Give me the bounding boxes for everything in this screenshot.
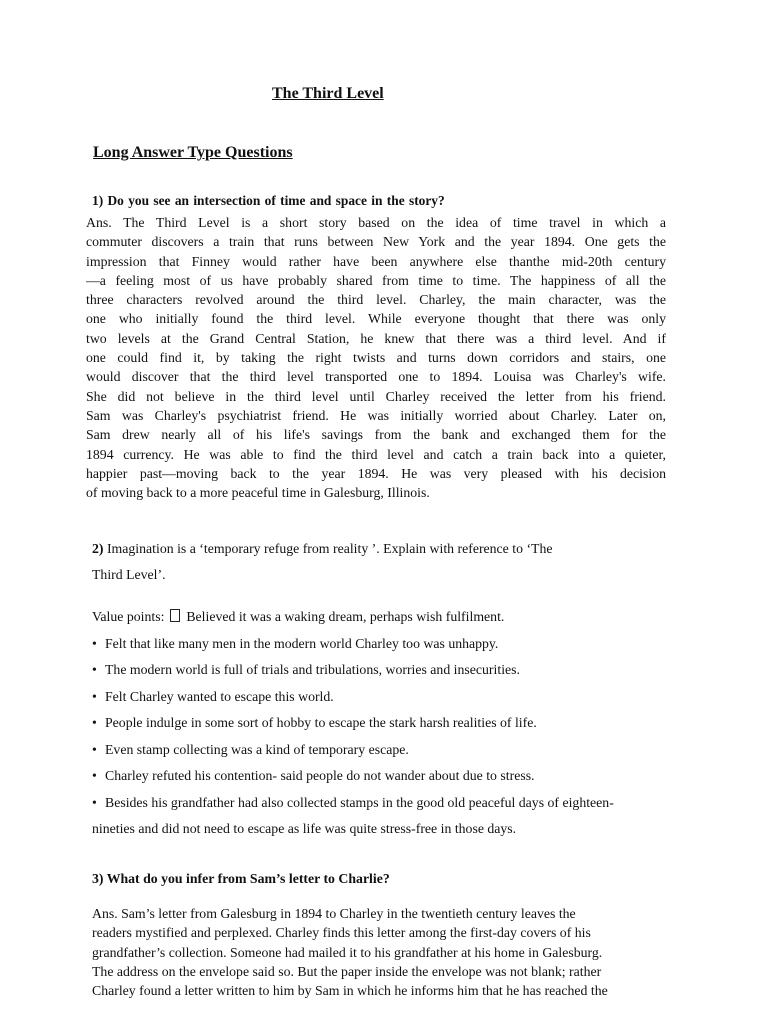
list-item — [92, 737, 692, 764]
list-item — [92, 657, 692, 684]
question-2-text: Imagination is a ‘temporary refuge from reality ’. Explain with reference to ‘The — [106, 541, 553, 556]
answer-3-line: readers mystified and perplexed. Charley finds this letter among the first-day covers of his — [92, 925, 591, 941]
answer-1-line: Sam was Charley's psychiatrist friend. He was initially worried about Charley. Later on, — [86, 407, 666, 423]
section-heading: Long Answer Type Questions — [93, 144, 293, 161]
answer-1-line: of moving back to a more peaceful time in Galesburg, Illinois. — [86, 485, 430, 501]
question-2 — [92, 536, 652, 588]
answer-1-line: three characters revolved around the third level. Charley, the main character, was the — [86, 292, 666, 308]
value-point-text: Felt that like many men in the modern world Charley too was unhappy. — [105, 635, 499, 651]
answer-1-line: 1894 currency. He was able to find the third level and catch a train back into a quieter, — [86, 446, 666, 462]
question-2-text-continued: Third Level’. — [92, 567, 166, 582]
answer-3-line: grandfather’s collection. Someone had mailed it to his grandfather at his home in Galesburg. — [92, 944, 603, 960]
answer-1-line: would discover that the third level transported one to 1894. Louisa was Charley's wife. — [86, 369, 666, 385]
answer-1-line: commuter discovers a train that runs between New York and the year 1894. One gets the — [86, 234, 666, 250]
value-point-text: Charley refuted his contention- said people do not wander about due to stress. — [105, 768, 535, 783]
list-item — [92, 763, 692, 790]
list-item — [92, 710, 692, 737]
bullet-icon: • — [92, 768, 97, 783]
answer-1 — [86, 213, 666, 502]
missing-glyph-icon — [170, 609, 180, 622]
list-item — [92, 684, 692, 711]
list-item — [92, 790, 692, 817]
bullet-icon: • — [92, 635, 97, 651]
value-points-list — [92, 604, 692, 843]
value-point-text: People indulge in some sort of hobby to escape the stark harsh realities of life. — [105, 715, 537, 730]
question-3: 3) What do you infer from Sam’s letter to Charlie? — [92, 871, 390, 886]
answer-3-line: Charley found a letter written to him by Sam in which he informs him that he has reached the — [92, 983, 608, 999]
value-point-text: Besides his grandfather had also collected stamps in the good old peaceful days of eighteen- — [105, 794, 614, 810]
answer-1-line: two levels at the Grand Central Station, he knew that there was a third level. And if — [86, 330, 666, 346]
value-points-label: Value points: — [92, 609, 165, 624]
answer-1-line: She did not believe in the third level until Charley received the letter from his friend. — [86, 388, 666, 404]
answer-3 — [92, 904, 670, 1000]
answer-1-line: one could find it, by taking the right twists and turns down corridors and stairs, one — [86, 350, 666, 366]
list-item — [92, 604, 692, 631]
page-title: The Third Level — [272, 85, 384, 102]
value-point-text: Believed it was a waking dream, perhaps wish fulfilment. — [186, 609, 505, 624]
answer-1-line: impression that Finney would rather have been anywhere else thanthe mid-20th century — [86, 253, 666, 269]
bullet-icon: • — [92, 741, 97, 757]
list-item-continuation: nineties and did not need to escape as life was quite stress-free in those days. — [92, 821, 517, 836]
bullet-icon: • — [92, 662, 97, 677]
question-2-number: 2) — [92, 541, 104, 556]
bullet-icon: • — [92, 715, 97, 730]
answer-3-line: The address on the envelope said so. But the paper inside the envelope was not blank; rather — [92, 963, 602, 979]
question-1: 1) Do you see an intersection of time and space in the story? — [92, 193, 445, 208]
answer-3-line: Ans. Sam’s letter from Galesburg in 1894 to Charley in the twentieth century leaves the — [92, 906, 576, 921]
answer-1-line: happier past—moving back to the year 1894. He was very pleased with his decision — [86, 465, 666, 481]
answer-1-line: —a feeling most of us have probably shared from time to time. The happiness of all the — [86, 272, 666, 288]
answer-1-line: Sam drew nearly all of his life's savings from the bank and exchanged them for the — [86, 427, 666, 443]
list-item — [92, 631, 692, 658]
answer-1-line: one who initially found the third level. While everyone thought that there was only — [86, 311, 666, 327]
bullet-icon: • — [92, 688, 97, 704]
answer-1-line: Ans. The Third Level is a short story based on the idea of time travel in which a — [86, 215, 666, 230]
value-point-text: The modern world is full of trials and tribulations, worries and insecurities. — [105, 662, 520, 677]
value-point-text: Even stamp collecting was a kind of temporary escape. — [105, 741, 409, 757]
value-point-text: Felt Charley wanted to escape this world. — [105, 688, 334, 704]
bullet-icon: • — [92, 794, 97, 810]
